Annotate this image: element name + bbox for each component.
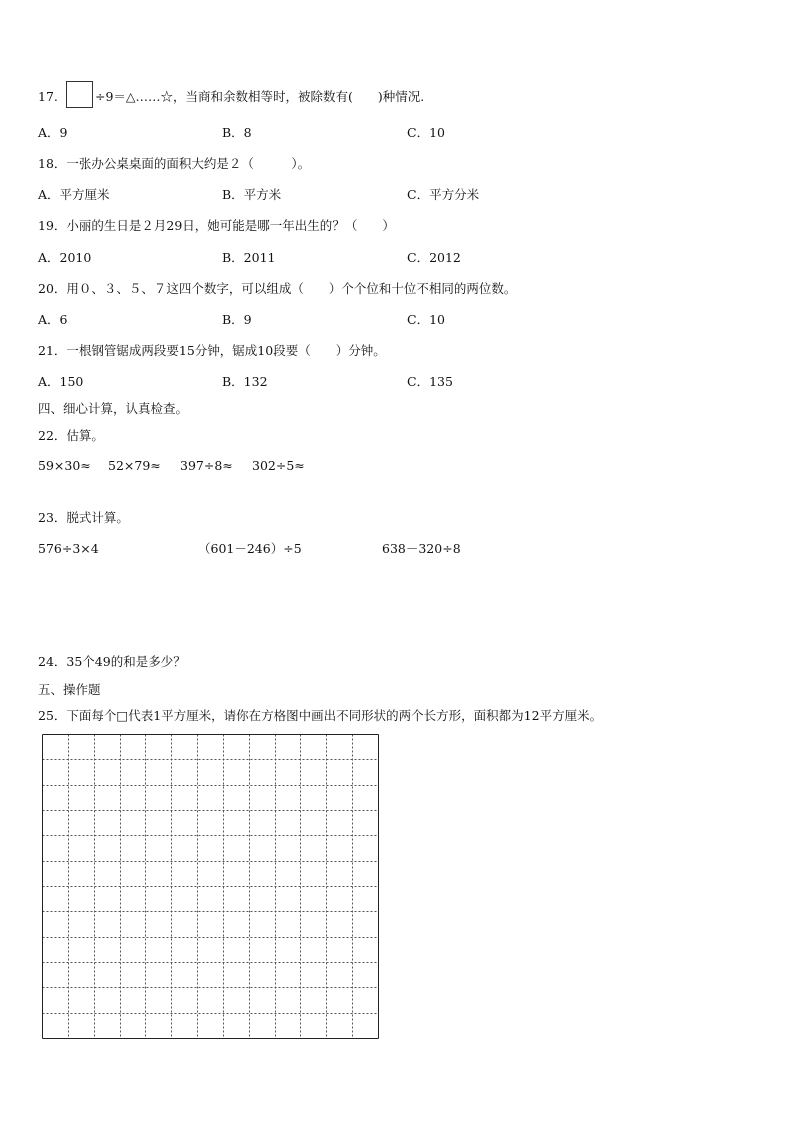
q23-text: 23．脱式计算。 (38, 510, 129, 525)
q20-option-c: C．10 (407, 312, 445, 327)
q17-text: ÷9＝△……☆，当商和余数相等时，被除数有( )种情况. (95, 89, 425, 104)
q19-option-c: C．2012 (407, 250, 461, 265)
q17-option-b: B．8 (222, 125, 252, 140)
square-grid (42, 734, 379, 1039)
q17-option-c: C．10 (407, 125, 445, 140)
q18-option-c: C．平方分米 (407, 187, 480, 202)
q21-option-a: A．150 (38, 374, 84, 389)
q20-text: 20．用０、３、５、７这四个数字，可以组成（ ）个个位和十位不相同的两位数。 (38, 281, 517, 296)
q25-text: 25．下面每个□代表1平方厘米，请你在方格图中画出不同形状的两个长方形，面积都为12平方厘米。 (38, 708, 603, 723)
q22-item-3: 397÷8≈ (180, 458, 233, 473)
q22-text: 22．估算。 (38, 428, 104, 443)
section-4-heading: 四、细心计算，认真检查。 (38, 401, 189, 416)
q20-option-a: A．6 (38, 312, 68, 327)
q21-text: 21．一根钢管锯成两段要15分钟，锯成10段要（ ）分钟。 (38, 343, 386, 358)
q24-text: 24．35个49的和是多少？ (38, 654, 186, 669)
q21-option-b: B．132 (222, 374, 268, 389)
q23-item-1: 576÷3×4 (38, 541, 99, 556)
q19-option-b: B．2011 (222, 250, 276, 265)
q22-item-2: 52×79≈ (108, 458, 161, 473)
q22-item-4: 302÷5≈ (252, 458, 305, 473)
q17-option-a: A．9 (38, 125, 68, 140)
q17-blank-box (66, 81, 93, 108)
q17-number: 17. (38, 89, 58, 104)
q21-option-c: C．135 (407, 374, 453, 389)
q18-option-b: B．平方米 (222, 187, 282, 202)
q18-option-a: A．平方厘米 (38, 187, 110, 202)
q23-item-3: 638－320÷8 (382, 541, 461, 556)
q23-item-2: （601－246）÷5 (198, 541, 302, 556)
q19-text: 19．小丽的生日是２月29日，她可能是哪一年出生的？（ ） (38, 218, 395, 233)
q20-option-b: B．9 (222, 312, 252, 327)
q22-item-1: 59×30≈ (38, 458, 91, 473)
q18-text: 18．一张办公桌桌面的面积大约是２（ ）。 (38, 156, 311, 171)
section-5-heading: 五、操作题 (38, 682, 101, 697)
q19-option-a: A．2010 (38, 250, 92, 265)
grid-svg (42, 734, 379, 1039)
